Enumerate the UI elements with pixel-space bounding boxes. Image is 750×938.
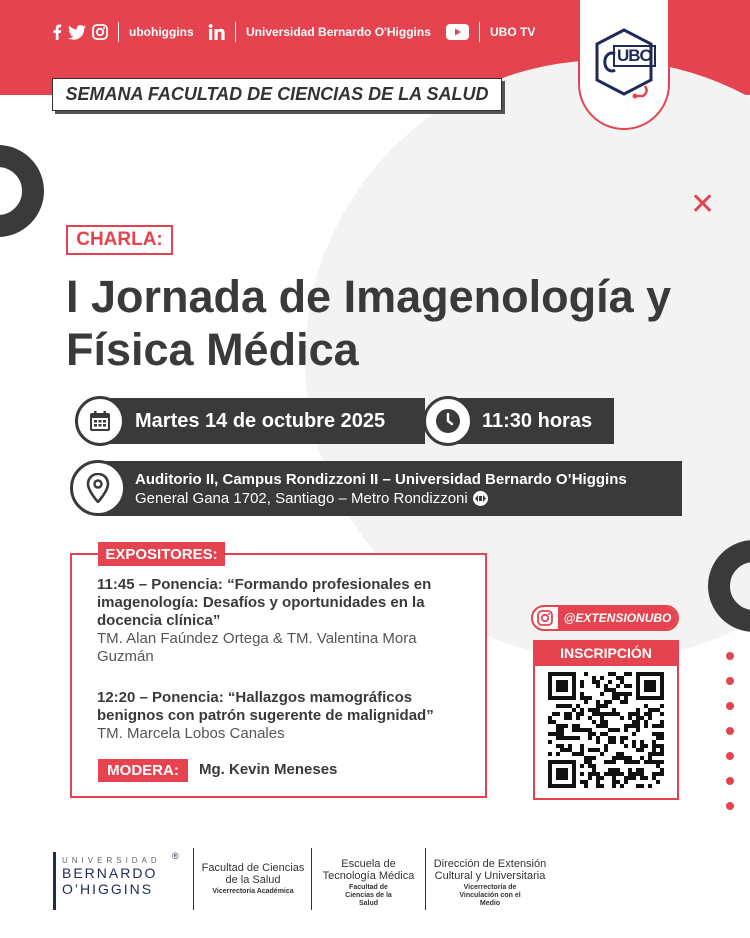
event-date: Martes 14 de octubre 2025	[135, 409, 386, 432]
faculty-week-banner: SEMANA FACULTAD DE CIENCIAS DE LA SALUD	[52, 78, 502, 111]
date-pill	[110, 398, 425, 444]
footer-faculty-sub: Vicerrectoría Académica	[212, 888, 294, 895]
address: General Gana 1702, Santiago – Metro Rondizzoni	[135, 489, 468, 507]
registered-mark: ®	[172, 851, 179, 861]
footer-faculty-title: Facultad de Ciencias de la Salud	[201, 862, 305, 886]
divider	[118, 22, 119, 42]
qr-code-graphic[interactable]	[548, 672, 664, 788]
close-x-icon: ✕	[690, 188, 716, 221]
talk-2	[97, 689, 477, 743]
talk-2-heading: 12:20 – Ponencia: “Hallazgos mamográficos benignos con patrón sugerente de malignidad”	[97, 689, 434, 724]
footer-faculty	[198, 862, 308, 895]
linkedin-label[interactable]: Universidad Bernardo O'Higgins	[246, 25, 431, 39]
footer-divider	[311, 848, 312, 910]
footer-divider	[193, 848, 194, 910]
youtube-row	[446, 22, 535, 42]
decorative-dot	[726, 652, 734, 660]
metro-icon	[473, 491, 488, 506]
university-top: UNIVERSIDAD	[62, 856, 161, 865]
title-line-1: I Jornada de Imagenología y	[66, 271, 672, 322]
event-time: 11:30 horas	[482, 409, 593, 432]
event-title	[66, 270, 726, 376]
divider	[479, 22, 480, 42]
footer-logo-bar	[53, 852, 56, 910]
youtube-icon[interactable]	[446, 24, 469, 40]
instagram-pill[interactable]	[531, 605, 679, 631]
university-bot: O’HIGGINS	[62, 881, 154, 897]
footer-extension	[428, 858, 552, 908]
linkedin-row	[208, 22, 431, 42]
university-mid: BERNARDO	[62, 865, 158, 881]
calendar-icon	[75, 396, 125, 446]
location-pill	[100, 461, 682, 516]
event-type-tag: CHARLA:	[66, 225, 173, 255]
tv-label[interactable]: UBO TV	[490, 25, 536, 39]
social-handle[interactable]: ubohiggins	[129, 25, 194, 39]
decorative-dot	[726, 752, 734, 760]
university-logo	[62, 856, 182, 897]
twitter-icon[interactable]	[68, 25, 86, 40]
footer-divider	[425, 848, 426, 910]
time-pill	[450, 398, 614, 444]
footer-extension-sub: Vicerrectoría de Vinculación con el Medio	[459, 884, 521, 907]
speakers-tag: EXPOSITORES:	[98, 542, 225, 566]
footer-school-title: Escuela de Tecnología Médica	[322, 858, 415, 882]
moderator-name: Mg. Kevin Meneses	[199, 761, 338, 778]
talk-1-speakers: TM. Alan Faúndez Ortega & TM. Valentina Mora Guzmán	[97, 630, 417, 665]
registration-label: INSCRIPCIÓN	[533, 640, 679, 666]
title-line-2: Física Médica	[66, 324, 359, 375]
footer-school-sub: Facultad de Ciencias de la Salud	[345, 884, 392, 907]
venue: Auditorio II, Campus Rondizzoni II – Universidad Bernardo O’Higgins	[135, 470, 627, 488]
facebook-icon[interactable]	[52, 24, 62, 40]
decorative-dot	[726, 727, 734, 735]
logo-text: UBO	[613, 45, 656, 67]
talk-1	[97, 576, 477, 666]
decorative-dot	[726, 702, 734, 710]
instagram-icon	[536, 609, 554, 627]
decorative-dot	[726, 802, 734, 810]
footer-school	[315, 858, 422, 908]
location-pin-icon	[70, 460, 126, 516]
instagram-icon[interactable]	[92, 24, 108, 40]
decorative-ring-left	[0, 145, 44, 237]
qr-code[interactable]	[548, 672, 664, 788]
clock-icon	[423, 396, 473, 446]
social-row	[52, 22, 194, 42]
moderator-tag: MODERA:	[98, 759, 188, 782]
divider	[235, 22, 236, 42]
footer-extension-title: Dirección de Extensión Cultural y Universitaria	[433, 858, 547, 882]
address-line	[135, 489, 488, 508]
decorative-dot	[726, 777, 734, 785]
decorative-dot	[726, 677, 734, 685]
talk-2-speakers: TM. Marcela Lobos Canales	[97, 725, 285, 742]
talk-1-heading: 11:45 – Ponencia: “Formando profesionales en imagenología: Desafíos y oportunidades en la docencia clínica”	[97, 576, 432, 629]
instagram-handle: @EXTENSIONUBO	[558, 607, 677, 629]
linkedin-icon[interactable]	[208, 24, 225, 40]
ubo-logo-badge	[578, 0, 670, 130]
